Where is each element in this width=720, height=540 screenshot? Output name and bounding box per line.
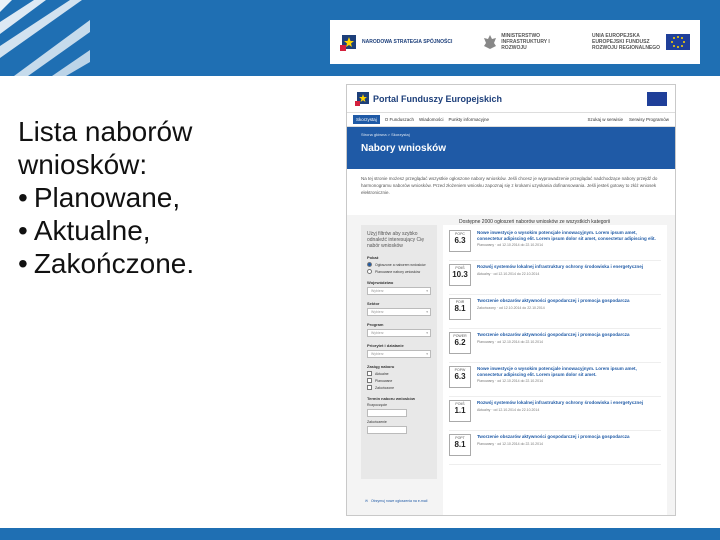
eu-logo-text: UNIA EUROPEJSKA EUROPEJSKI FUNDUSZ ROZWOJU REGIONALNEGO [591,33,661,51]
results-count: Dostępne 2000 ogłoszeń naborów wniosków ze wszystkich kategorii [459,219,611,225]
eu-logo [592,33,690,51]
period-option-2[interactable] [367,269,431,274]
program-code: POIiŚ [455,402,465,406]
result-title[interactable]: Rozwój systemów lokalnej infrastruktury ochrony środowiska i energetycznej [477,264,644,269]
radio-icon[interactable] [367,269,372,274]
program-code: POIR [455,300,465,304]
program-number: 1.1 [454,406,466,415]
chevron-down-icon: ▾ [426,331,428,335]
footer-band [0,528,720,540]
status-option-planowane[interactable] [367,378,431,383]
header-stripes-graphic [0,0,90,76]
fe-star-icon [340,33,358,51]
result-meta: Aktualny · od 12.10.2014 do 22.10.2014 [477,407,540,412]
radio-label: Planowane nabory wniosków [375,269,421,274]
result-title[interactable]: Tworzenie obszarów aktywności gospodarczej i promocja gospodarcza [477,298,630,303]
status-option-aktualne[interactable] [367,371,431,376]
program-number: 6.3 [454,372,466,381]
list-item[interactable] [449,295,661,329]
nav-item-wiadomosci[interactable]: Wiadomości [419,117,444,122]
list-item[interactable] [449,363,661,397]
program-badge [449,434,471,456]
fe-logo-text: NARODOWA STRATEGIA SPÓJNOŚCI [362,39,453,45]
status-option-zakonczone[interactable] [367,385,431,390]
bullet-list [18,181,318,280]
checkbox-label: Planowane [375,378,393,383]
program-badge [449,264,471,286]
nav-right [587,117,669,122]
portal-screenshot [346,84,676,516]
fundusze-europejskie-logo [340,33,452,51]
eagle-emblem-icon [483,34,497,50]
result-title[interactable]: Nowe inwestycje o wysokim potencjale innowacyjnym. Lorem ipsum amet, consectetur adipiscing elit. Lorem ipsum dolor sit amet, consectetur adipiscing elit. [477,230,656,241]
program-number: 10.3 [452,270,468,279]
select-value: Wybierz [371,310,384,314]
period-label: Pokaż [367,255,379,260]
date-from-input[interactable] [367,409,407,417]
list-item[interactable] [449,431,661,465]
page-banner [347,127,675,169]
date-to-input[interactable] [367,426,407,434]
checkbox-label: Aktualne [375,371,389,376]
select-value: Wybierz [371,352,384,356]
checkbox-icon[interactable] [367,378,372,383]
eu-flag-icon [647,92,667,106]
portal-logo[interactable] [355,92,502,106]
mail-note-text: Otrzymuj nowe ogłoszenia na e-mail [370,499,428,503]
program-code: POPC [455,232,465,236]
program-number: 8.1 [454,440,466,449]
intro-text: Na tej stronie możesz przeglądać wszystkie ogłoszone nabory wniosków. Jeśli chcesz je wyprowadzenie przeglądać nadchodzące nabory przejdź do harmonogramu naborów wniosków. Przed złożeniem wniosku zapoznaj się z krokami uzyskania dofinansowania. Jeśli jesteś gotowy to złóż wniosek elektronicznie. [347,169,675,215]
action-label: Priorytet i działanie [367,343,404,348]
page-title: Nabory wniosków [361,143,447,154]
results-list [443,225,667,515]
portal-nav [347,113,675,127]
header-band [0,0,720,76]
nav-item-punkty[interactable]: Punkty informacyjne [448,117,490,122]
program-label: Program [367,322,384,327]
period-option-1[interactable] [367,262,431,267]
result-title[interactable]: Tworzenie obszarów aktywności gospodarczej i promocja gospodarcza [477,434,630,439]
program-code: POIiŚ [455,266,465,270]
mail-icon: ✉ [365,499,368,503]
program-badge [449,298,471,320]
chevron-down-icon: ▾ [426,352,428,356]
nav-search-link[interactable]: Szukaj w serwisie [587,117,623,122]
bullet-item: • Planowane, [18,181,318,214]
result-meta: Planowany · od 12.10.2014 do 22.10.2014 [477,243,543,247]
checkbox-label: Zakończone [375,385,395,390]
program-badge [449,366,471,388]
action-select[interactable] [367,350,431,358]
nav-programs-link[interactable]: Serwisy Programów [628,117,669,122]
program-code: POWER [453,334,467,338]
result-meta: Aktualny · od 12.10.2014 do 22.10.2014 [477,271,540,276]
list-item[interactable] [449,227,661,261]
program-badge [449,400,471,422]
program-badge [449,230,471,252]
sector-select[interactable] [367,308,431,316]
breadcrumb[interactable]: Strona główna > Skorzystaj [361,132,410,137]
logo-bar [330,20,700,64]
result-meta: Planowany · od 12.10.2014 do 22.10.2014 [477,441,543,446]
nav-item-o-funduszach[interactable]: O Funduszach [384,117,415,122]
chevron-down-icon: ▾ [426,289,428,293]
portal-title: Portal Funduszy Europejskich [373,93,503,104]
eu-flag-icon [666,34,690,50]
region-select[interactable] [367,287,431,295]
list-item[interactable] [449,329,661,363]
list-item[interactable] [449,397,661,431]
result-meta: Planowany · od 12.10.2014 do 22.10.2014 [477,379,543,383]
radio-icon[interactable] [367,262,372,267]
bullet-item: • Aktualne, [18,214,318,247]
heading-line-1: Lista naborów [18,116,193,147]
program-number: 8.1 [454,304,466,313]
result-meta: Planowany · od 12.10.2014 do 22.10.2014 [477,339,543,344]
fe-star-icon [355,92,369,106]
result-title[interactable]: Nowe inwestycje o wysokim potencjale innowacyjnym. Lorem ipsum amet, consectetur adipiscing elit. Lorem ipsum dolor sit amet. [477,366,637,377]
region-label: Województwo [367,280,394,285]
mail-subscribe-link[interactable] [365,499,437,503]
date-label: Termin naboru wniosków [367,396,415,401]
program-number: 6.3 [454,236,466,245]
portal-body [347,225,675,515]
checkbox-icon[interactable] [367,371,372,376]
program-code: POPT [455,436,465,440]
checkbox-icon[interactable] [367,385,372,390]
result-title[interactable]: Rozwój systemów lokalnej infrastruktury ochrony środowiska i energetycznej [477,400,644,405]
sector-label: Sektor [367,301,380,306]
program-badge [449,332,471,354]
ministry-logo [483,33,561,51]
program-code: POPW [454,368,466,372]
heading-line-2: wniosków: [18,149,148,180]
result-meta: Zakończony · od 12.10.2014 do 22.10.2014 [477,305,545,310]
ministry-logo-text: MINISTERSTWO INFRASTRUKTURY I ROZWOJU [501,33,550,51]
bullet-item: • Zakończone. [18,247,318,280]
list-item[interactable] [449,261,661,295]
select-value: Wybierz [371,289,384,293]
select-value: Wybierz [371,331,384,335]
program-select[interactable] [367,329,431,337]
nav-item-skorzystaj[interactable]: Skorzystaj [353,115,380,124]
slide-body-text [18,115,318,280]
filter-hint: Użyj filtrów aby szybko odnaleźć interesujący Cię nabór wniosków [367,231,424,249]
program-number: 6.2 [454,338,466,347]
result-title[interactable]: Tworzenie obszarów aktywności gospodarczej i promocja gospodarcza [477,332,630,337]
portal-header [347,85,675,113]
date-from-label: Rozpoczęcie [367,403,388,407]
date-to-label: Zakończenie [367,420,387,424]
status-label: Zasięg naboru [367,364,395,369]
chevron-down-icon: ▾ [426,310,428,314]
radio-label: Ogłoszone a naborem wniosków [375,262,426,267]
filter-panel [361,225,437,503]
